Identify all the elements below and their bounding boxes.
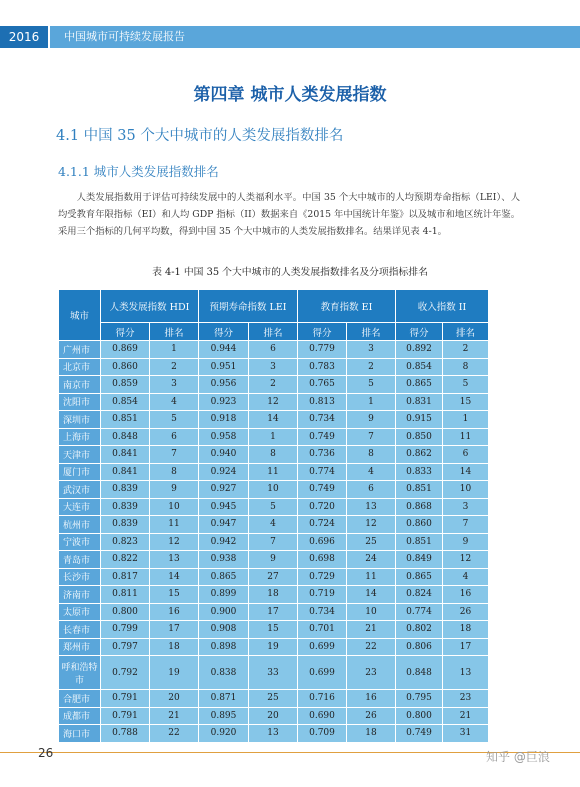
table-cell: 18 [150,638,199,656]
table-cell: 9 [347,411,396,429]
group-header-ii: 收入指数 II [396,290,489,323]
city-name-cell: 大连市 [59,498,101,516]
table-cell: 21 [347,621,396,639]
city-name-cell: 南京市 [59,376,101,394]
table-cell: 4 [443,568,489,586]
table-cell: 20 [249,707,298,725]
table-cell: 0.945 [199,498,249,516]
table-cell: 0.859 [101,376,150,394]
header-year: 2016 [0,26,48,48]
table-cell: 0.799 [101,621,150,639]
table-cell: 25 [347,533,396,551]
table-cell: 14 [249,411,298,429]
city-name-cell: 上海市 [59,428,101,446]
table-cell: 10 [443,481,489,499]
table-cell: 11 [150,516,199,534]
table-cell: 0.824 [396,586,443,604]
table-cell: 19 [249,638,298,656]
table-cell: 3 [150,376,199,394]
table-cell: 0.956 [199,376,249,394]
table-cell: 0.749 [298,481,347,499]
table-cell: 0.765 [298,376,347,394]
table-cell: 22 [347,638,396,656]
table-cell: 0.869 [101,341,150,359]
table-row [59,638,489,656]
city-name-cell: 太原市 [59,603,101,621]
table-cell: 4 [347,463,396,481]
table-caption: 表 4-1 中国 35 个大中城市的人类发展指数排名及分项指标排名 [152,267,428,278]
table-cell: 10 [249,481,298,499]
table-cell: 0.822 [101,551,150,569]
table-row [59,446,489,464]
table-cell: 18 [443,621,489,639]
table-cell: 17 [150,621,199,639]
table-row [59,707,489,725]
city-name-cell: 宁波市 [59,533,101,551]
table-cell: 13 [347,498,396,516]
table-row [59,586,489,604]
table-cell: 0.918 [199,411,249,429]
table-cell: 0.944 [199,341,249,359]
table-cell: 0.720 [298,498,347,516]
table-cell: 17 [443,638,489,656]
city-name-cell: 郑州市 [59,638,101,656]
city-column-header: 城市 [59,290,101,341]
table-cell: 22 [150,725,199,743]
table-cell: 0.736 [298,446,347,464]
table-cell: 0.811 [101,586,150,604]
table-cell: 0.871 [199,690,249,708]
table-cell: 5 [150,411,199,429]
table-cell: 0.899 [199,586,249,604]
table-cell: 0.779 [298,341,347,359]
city-name-cell: 长春市 [59,621,101,639]
table-cell: 0.716 [298,690,347,708]
chapter-title: 第四章 城市人类发展指数 [193,85,387,105]
city-name-cell: 广州市 [59,341,101,359]
table-cell: 0.802 [396,621,443,639]
table-cell: 11 [249,463,298,481]
table-cell: 0.892 [396,341,443,359]
group-header-hdi: 人类发展指数 HDI [101,290,199,323]
group-header-lei: 预期寿命指数 LEI [199,290,298,323]
table-cell: 11 [443,428,489,446]
table-cell: 26 [347,707,396,725]
table-cell: 3 [347,341,396,359]
table-row [59,690,489,708]
table-row [59,428,489,446]
table-cell: 12 [249,393,298,411]
table-row [59,376,489,394]
table-cell: 0.838 [199,656,249,690]
table-cell: 20 [150,690,199,708]
city-name-cell: 天津市 [59,446,101,464]
table-cell: 0.839 [101,516,150,534]
table-cell: 0.865 [199,568,249,586]
table-cell: 7 [249,533,298,551]
table-cell: 14 [150,568,199,586]
table-cell: 8 [347,446,396,464]
table-cell: 0.908 [199,621,249,639]
table-cell: 2 [443,341,489,359]
city-name-cell: 长沙市 [59,568,101,586]
table-cell: 26 [443,603,489,621]
city-name-cell: 厦门市 [59,463,101,481]
table-cell: 0.783 [298,358,347,376]
table-cell: 0.792 [101,656,150,690]
table-row [59,358,489,376]
page-number: 26 [38,746,54,760]
table-cell: 0.898 [199,638,249,656]
table-row [59,725,489,743]
table-row [59,603,489,621]
table-cell: 0.862 [396,446,443,464]
table-row [59,341,489,359]
city-name-cell: 成都市 [59,707,101,725]
table-cell: 0.951 [199,358,249,376]
sub-header: 得分 [199,323,249,341]
table-cell: 14 [443,463,489,481]
table-cell: 2 [347,358,396,376]
table-cell: 4 [150,393,199,411]
table-cell: 0.841 [101,463,150,481]
table-row [59,393,489,411]
table-cell: 0.851 [396,533,443,551]
table-cell: 15 [443,393,489,411]
table-cell: 0.696 [298,533,347,551]
table-cell: 0.848 [101,428,150,446]
table-cell: 0.865 [396,568,443,586]
table-cell: 0.699 [298,656,347,690]
table-cell: 13 [443,656,489,690]
table-cell: 0.947 [199,516,249,534]
table-row [59,533,489,551]
table-cell: 16 [347,690,396,708]
table-cell: 0.831 [396,393,443,411]
section-title: 4.1 中国 35 个大中城市的人类发展指数排名 [56,128,344,144]
city-name-cell: 合肥市 [59,690,101,708]
table-cell: 0.958 [199,428,249,446]
table-cell: 0.851 [101,411,150,429]
sub-header: 得分 [298,323,347,341]
table-cell: 16 [150,603,199,621]
city-name-cell: 济南市 [59,586,101,604]
table-cell: 0.927 [199,481,249,499]
table-cell: 0.749 [298,428,347,446]
table-cell: 1 [443,411,489,429]
table-cell: 0.791 [101,690,150,708]
table-cell: 1 [249,428,298,446]
table-cell: 0.940 [199,446,249,464]
table-cell: 0.854 [396,358,443,376]
table-cell: 6 [347,481,396,499]
table-row [59,656,489,690]
table-row [59,516,489,534]
table-cell: 0.865 [396,376,443,394]
table-cell: 0.915 [396,411,443,429]
table-cell: 1 [347,393,396,411]
table-cell: 9 [249,551,298,569]
table-cell: 11 [347,568,396,586]
table-cell: 13 [150,551,199,569]
table-cell: 7 [150,446,199,464]
table-cell: 21 [150,707,199,725]
table-cell: 0.800 [396,707,443,725]
table-cell: 0.806 [396,638,443,656]
city-name-cell: 武汉市 [59,481,101,499]
table-cell: 0.749 [396,725,443,743]
table-cell: 0.734 [298,603,347,621]
table-cell: 0.854 [101,393,150,411]
table-cell: 0.701 [298,621,347,639]
group-header-ei: 教育指数 EI [298,290,396,323]
table-cell: 0.791 [101,707,150,725]
table-cell: 14 [347,586,396,604]
table-cell: 0.719 [298,586,347,604]
city-name-cell: 沈阳市 [59,393,101,411]
table-cell: 18 [347,725,396,743]
table-cell: 2 [150,358,199,376]
table-cell: 4 [249,516,298,534]
city-name-cell: 海口市 [59,725,101,743]
table-cell: 6 [443,446,489,464]
table-cell: 3 [443,498,489,516]
body-paragraph: 人类发展指数用于评估可持续发展中的人类福利水平。中国 35 个大中城市的人均预期寿命指标（LEI）、人均受教育年限指标（EI）和人均 GDP 指标（II）数据来自《2015 年中国统计年鉴》以及城市和地区统计年鉴。采用三个指标的几何平均数，得到中国 35 个大中城市的人类发展指数排名。结果详见表 4-1。 [58,192,520,237]
table-cell: 0.729 [298,568,347,586]
sub-header: 排名 [443,323,489,341]
table-cell: 5 [249,498,298,516]
table-cell: 0.850 [396,428,443,446]
table-cell: 0.823 [101,533,150,551]
table-cell: 0.860 [101,358,150,376]
city-name-cell: 深圳市 [59,411,101,429]
table-cell: 8 [249,446,298,464]
table-cell: 0.724 [298,516,347,534]
watermark: 知乎 @巨浪 [486,750,550,764]
table-cell: 8 [443,358,489,376]
table-cell: 12 [443,551,489,569]
table-cell: 7 [443,516,489,534]
subsection-title: 4.1.1 城市人类发展指数排名 [58,164,219,179]
table-cell: 9 [150,481,199,499]
table-cell: 18 [249,586,298,604]
table-cell: 0.938 [199,551,249,569]
table-cell: 0.924 [199,463,249,481]
sub-header: 得分 [101,323,150,341]
table-cell: 10 [150,498,199,516]
table-cell: 0.797 [101,638,150,656]
table-cell: 0.788 [101,725,150,743]
table-cell: 0.774 [298,463,347,481]
table-row [59,463,489,481]
header-title: 中国城市可持续发展报告 [50,26,580,48]
table-cell: 7 [347,428,396,446]
table-cell: 0.851 [396,481,443,499]
city-name-cell: 呼和浩特市 [59,656,101,690]
table-cell: 0.813 [298,393,347,411]
table-row [59,568,489,586]
table-cell: 0.900 [199,603,249,621]
table-cell: 0.800 [101,603,150,621]
table-cell: 5 [443,376,489,394]
table-cell: 0.817 [101,568,150,586]
sub-header: 排名 [150,323,199,341]
table-cell: 15 [249,621,298,639]
city-name-cell: 北京市 [59,358,101,376]
table-row [59,498,489,516]
table-cell: 0.860 [396,516,443,534]
table-cell: 25 [249,690,298,708]
table-cell: 0.839 [101,481,150,499]
table-cell: 0.848 [396,656,443,690]
sub-header: 得分 [396,323,443,341]
table-cell: 15 [150,586,199,604]
table-cell: 6 [249,341,298,359]
table-cell: 0.734 [298,411,347,429]
table-cell: 6 [150,428,199,446]
table-cell: 0.841 [101,446,150,464]
table-row [59,481,489,499]
table-cell: 9 [443,533,489,551]
table-cell: 0.920 [199,725,249,743]
table-cell: 5 [347,376,396,394]
table-cell: 31 [443,725,489,743]
table-cell: 12 [150,533,199,551]
table-row [59,411,489,429]
table-cell: 16 [443,586,489,604]
table-cell: 33 [249,656,298,690]
table-cell: 0.895 [199,707,249,725]
table-cell: 0.698 [298,551,347,569]
table-cell: 0.690 [298,707,347,725]
table-cell: 13 [249,725,298,743]
sub-header: 排名 [249,323,298,341]
table-cell: 0.795 [396,690,443,708]
table-cell: 1 [150,341,199,359]
table-cell: 0.709 [298,725,347,743]
table-cell: 2 [249,376,298,394]
table-cell: 0.833 [396,463,443,481]
page-header [0,26,580,48]
table-cell: 0.868 [396,498,443,516]
table-cell: 3 [249,358,298,376]
table-cell: 0.699 [298,638,347,656]
table-cell: 0.839 [101,498,150,516]
table-cell: 19 [150,656,199,690]
table-cell: 10 [347,603,396,621]
hdi-ranking-table [58,289,489,743]
table-cell: 23 [347,656,396,690]
table-cell: 23 [443,690,489,708]
table-cell: 0.849 [396,551,443,569]
table-cell: 0.774 [396,603,443,621]
city-name-cell: 青岛市 [59,551,101,569]
table-cell: 17 [249,603,298,621]
table-row [59,621,489,639]
table-cell: 24 [347,551,396,569]
table-cell: 12 [347,516,396,534]
city-name-cell: 杭州市 [59,516,101,534]
table-cell: 0.923 [199,393,249,411]
table-cell: 21 [443,707,489,725]
table-row [59,551,489,569]
sub-header: 排名 [347,323,396,341]
table-cell: 27 [249,568,298,586]
table-cell: 0.942 [199,533,249,551]
table-cell: 8 [150,463,199,481]
